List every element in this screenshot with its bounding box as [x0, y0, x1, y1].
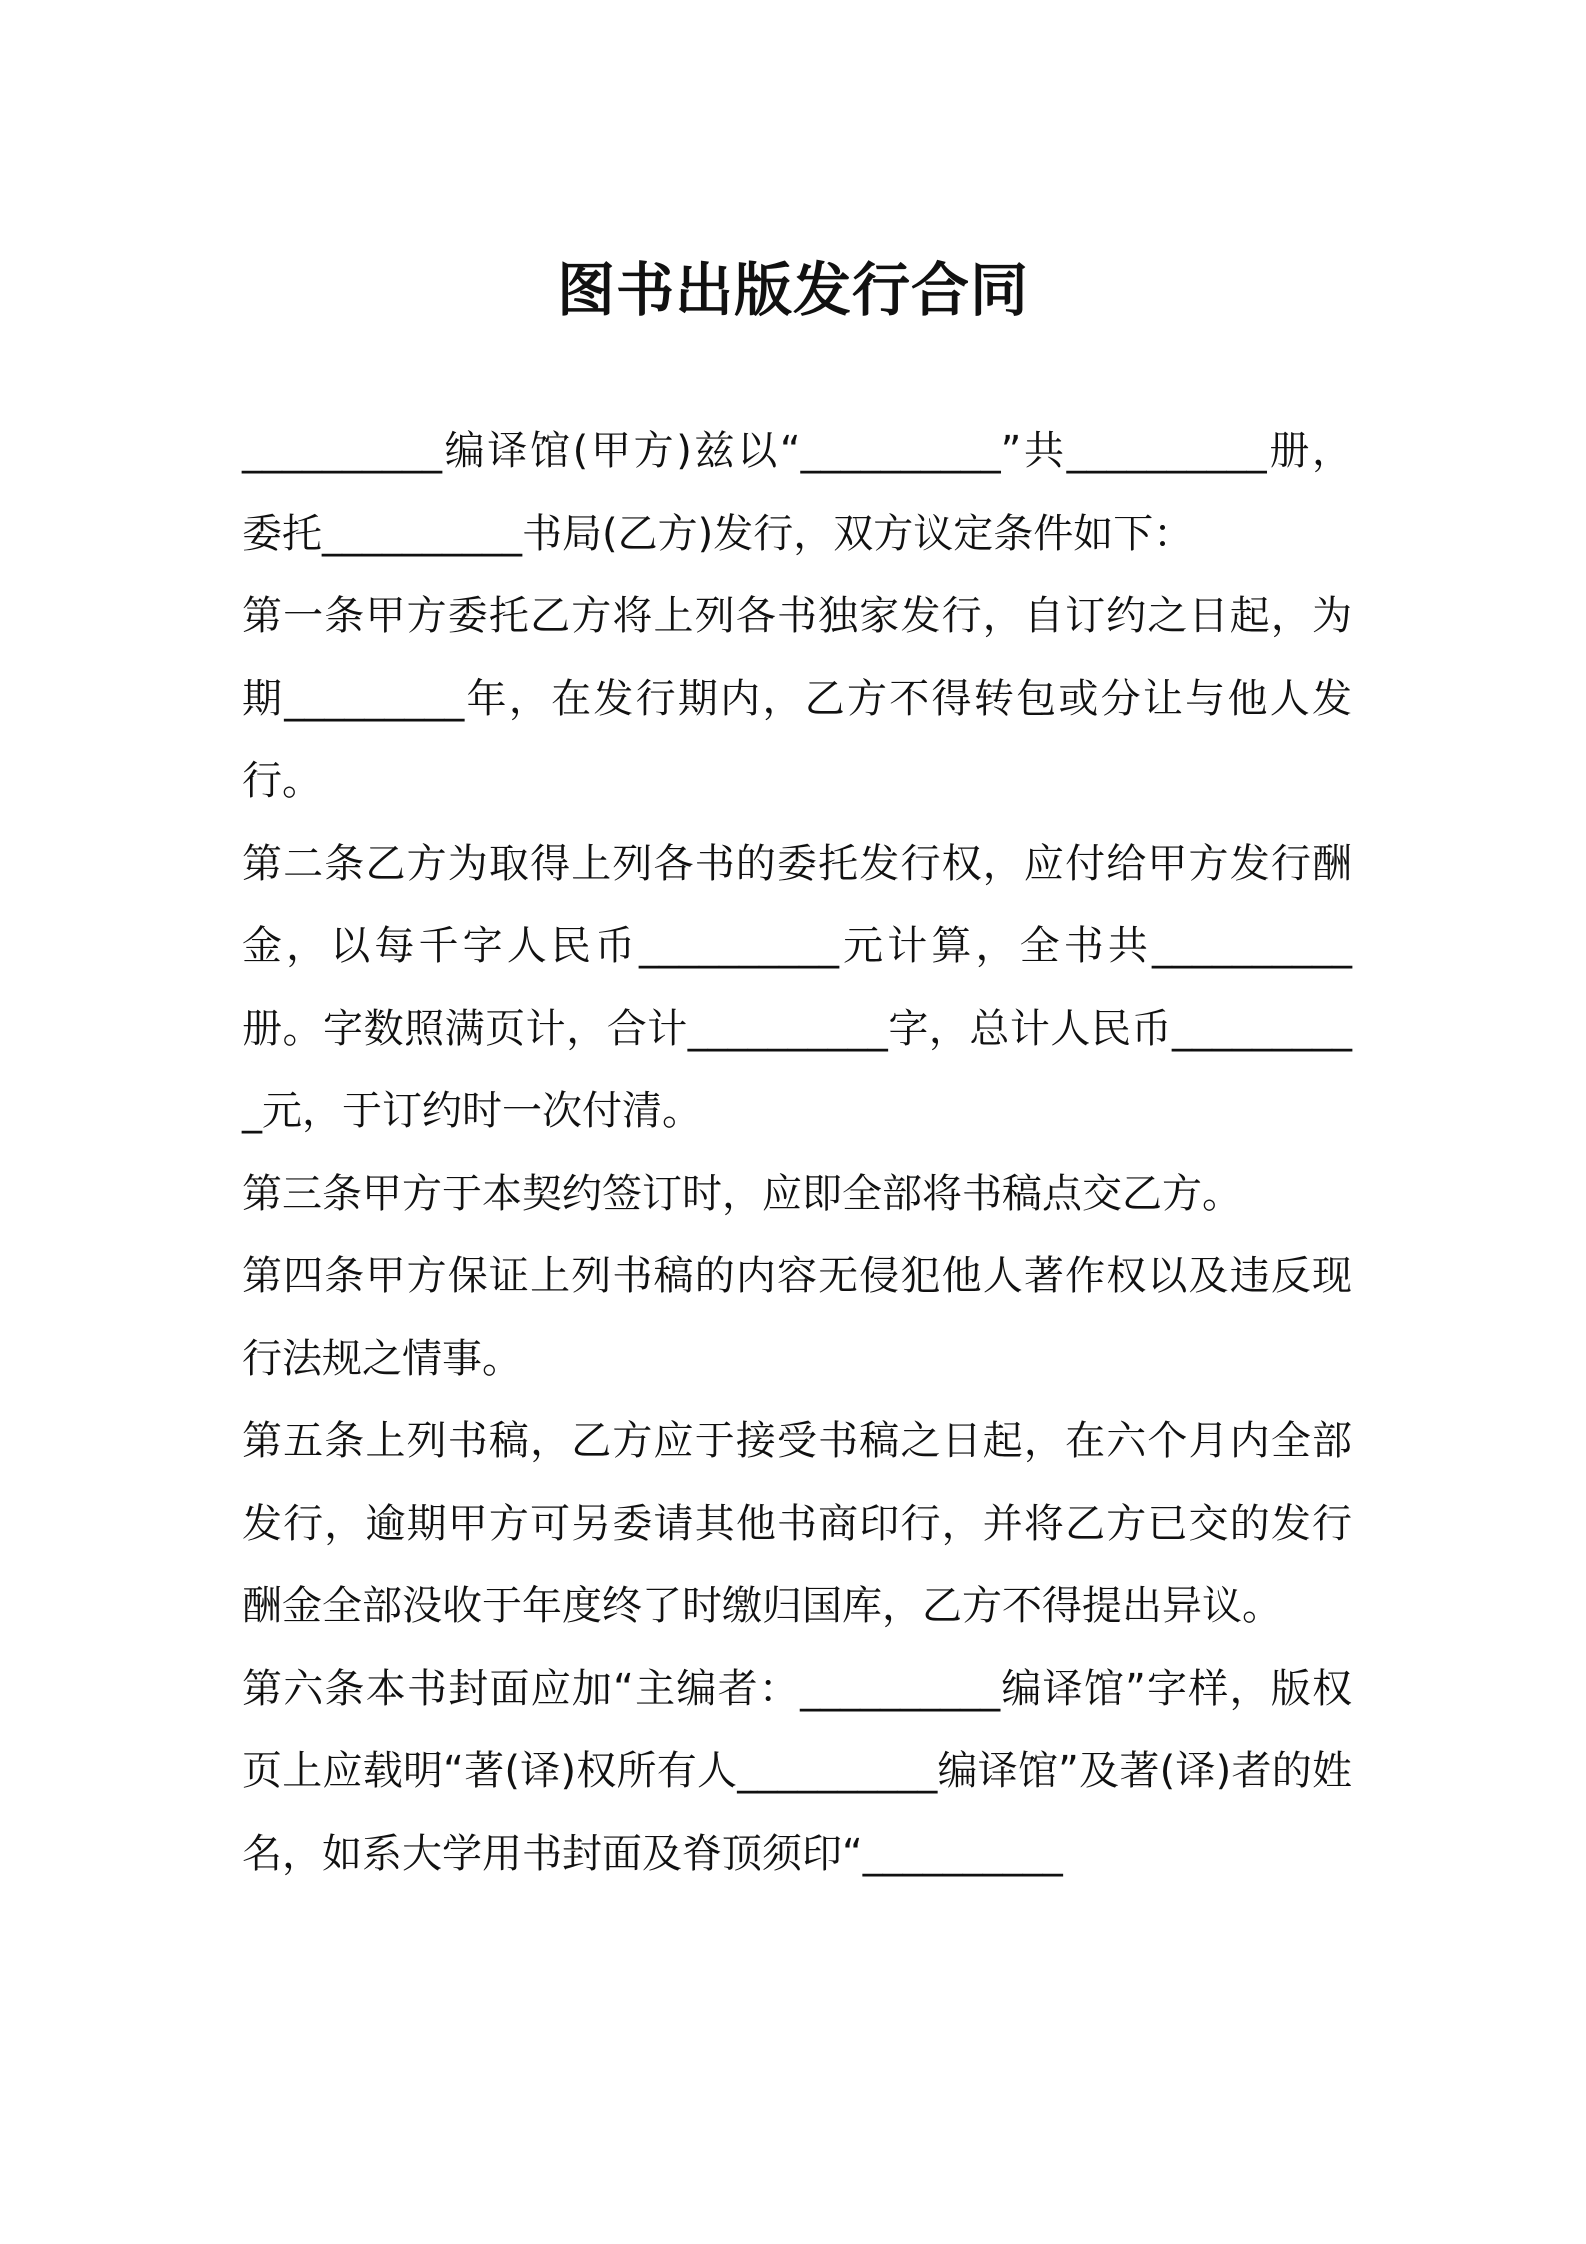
contract-body	[242, 410, 1352, 1895]
intro-paragraph: __________编译馆(甲方)兹以“__________”共__________册，委托__________书局(乙方)发行，双方议定条件如下：	[242, 428, 1352, 557]
article-5: 第五条上列书稿，乙方应于接受书稿之日起，在六个月内全部发行，逾期甲方可另委请其他书商印行，并将乙方已交的发行酬金全部没收于年度终了时缴归国库，乙方不得提出异议。	[242, 1418, 1352, 1629]
article-4: 第四条甲方保证上列书稿的内容无侵犯他人著作权以及违反现行法规之情事。	[242, 1253, 1352, 1382]
document-title: 图书出版发行合同	[556, 256, 1029, 324]
article-6: 第六条本书封面应加“主编者：__________编译馆”字样，版权页上应载明“著(译)权所有人__________编译馆”及著(译)者的姓名，如系大学用书封面及脊顶须印“__________	[242, 1665, 1352, 1877]
article-2: 第二条乙方为取得上列各书的委托发行权，应付给甲方发行酬金，以每千字人民币__________元计算，全书共__________册。字数照满页计，合计__________字，总计人民币__________元，于订约时一次付清。	[242, 840, 1352, 1134]
article-3: 第三条甲方于本契约签订时，应即全部将书稿点交乙方。	[242, 1170, 1242, 1217]
article-1: 第一条甲方委托乙方将上列各书独家发行，自订约之日起，为期_________年，在发行期内，乙方不得转包或分让与他人发行。	[242, 593, 1352, 804]
